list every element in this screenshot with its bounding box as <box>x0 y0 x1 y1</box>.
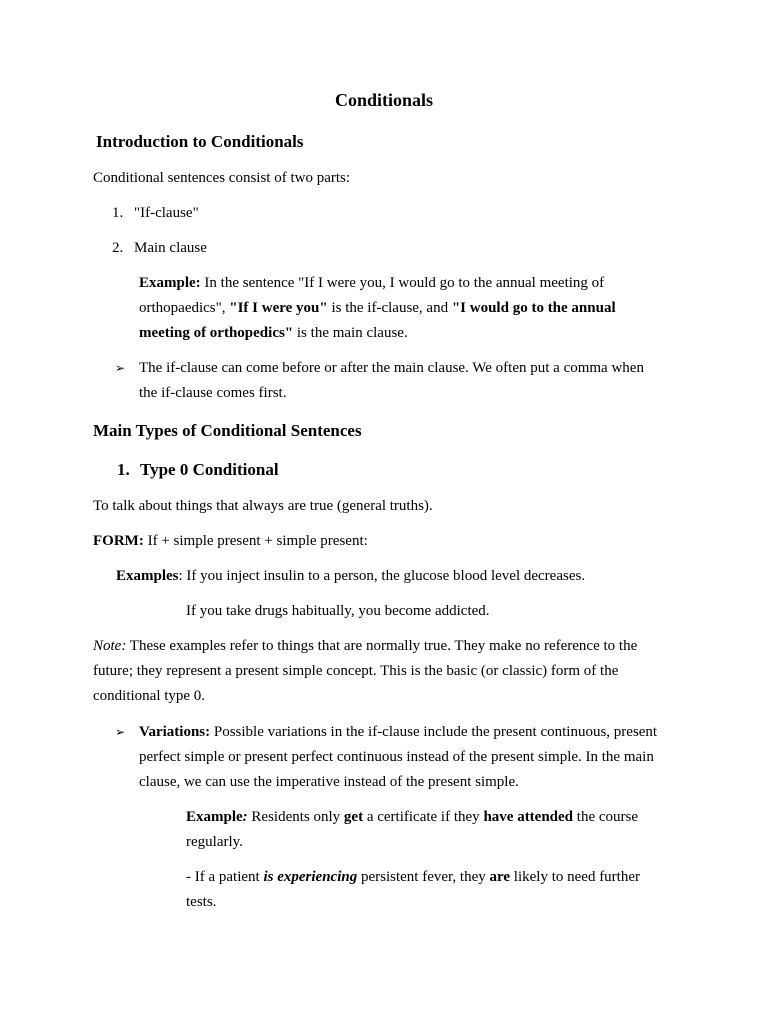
type0-form: FORM: If + simple present + simple present: <box>93 533 368 549</box>
var-example-line-2: regularly. <box>186 834 243 850</box>
arrow-bullet-icon: ➢ <box>115 361 126 375</box>
type0-number: 1. <box>117 460 130 479</box>
list-item-number: 1. <box>112 205 124 221</box>
page-title: Conditionals <box>334 90 434 110</box>
variations-line-3: clause, we can use the imperative instead of the present simple. <box>139 774 519 790</box>
list-item: Main clause <box>134 240 207 256</box>
intro-text: Conditional sentences consist of two parts: <box>93 170 351 186</box>
note-line-1: Note: These examples refer to things that are normally true. They make no reference to the <box>93 638 638 654</box>
bullet-line-1: The if-clause can come before or after the main clause. We often put a comma when <box>139 360 644 376</box>
type0-heading: Type 0 Conditional <box>140 460 279 479</box>
list-item: "If-clause" <box>134 205 199 221</box>
intro-heading: Introduction to Conditionals <box>96 132 304 151</box>
type0-description: To talk about things that always are true (general truths). <box>93 498 433 514</box>
arrow-bullet-icon: ➢ <box>115 725 126 739</box>
list-item-number: 2. <box>112 240 124 256</box>
var-example2-line-2: tests. <box>186 894 217 910</box>
var-example2-line-1: - If a patient is experiencing persistent fever, they are likely to need further <box>186 869 641 885</box>
note-line-2: future; they represent a present simple concept. This is the basic (or classic) form of the <box>93 663 619 679</box>
example-line-3: meeting of orthopedics" is the main clause. <box>139 325 408 341</box>
variations-line-2: perfect simple or present perfect continuous instead of the present simple. In the main <box>139 749 654 765</box>
bullet-line-2: the if-clause comes first. <box>139 385 287 401</box>
example-line-1: Example: In the sentence "If I were you, I would go to the annual meeting of <box>139 275 605 291</box>
variations-line-1: Variations: Possible variations in the if-clause include the present continuous, present <box>139 724 658 740</box>
note-line-3: conditional type 0. <box>93 688 206 704</box>
example-line-2: orthopaedics", "If I were you" is the if-clause, and "I would go to the annual <box>139 300 616 316</box>
type0-example-2: If you take drugs habitually, you become addicted. <box>186 603 490 619</box>
type0-examples: Examples: If you inject insulin to a person, the glucose blood level decreases. <box>116 568 586 584</box>
main-types-heading: Main Types of Conditional Sentences <box>93 421 362 440</box>
var-example-line-1: Example: Residents only get a certificate if they have attended the course <box>186 809 639 825</box>
